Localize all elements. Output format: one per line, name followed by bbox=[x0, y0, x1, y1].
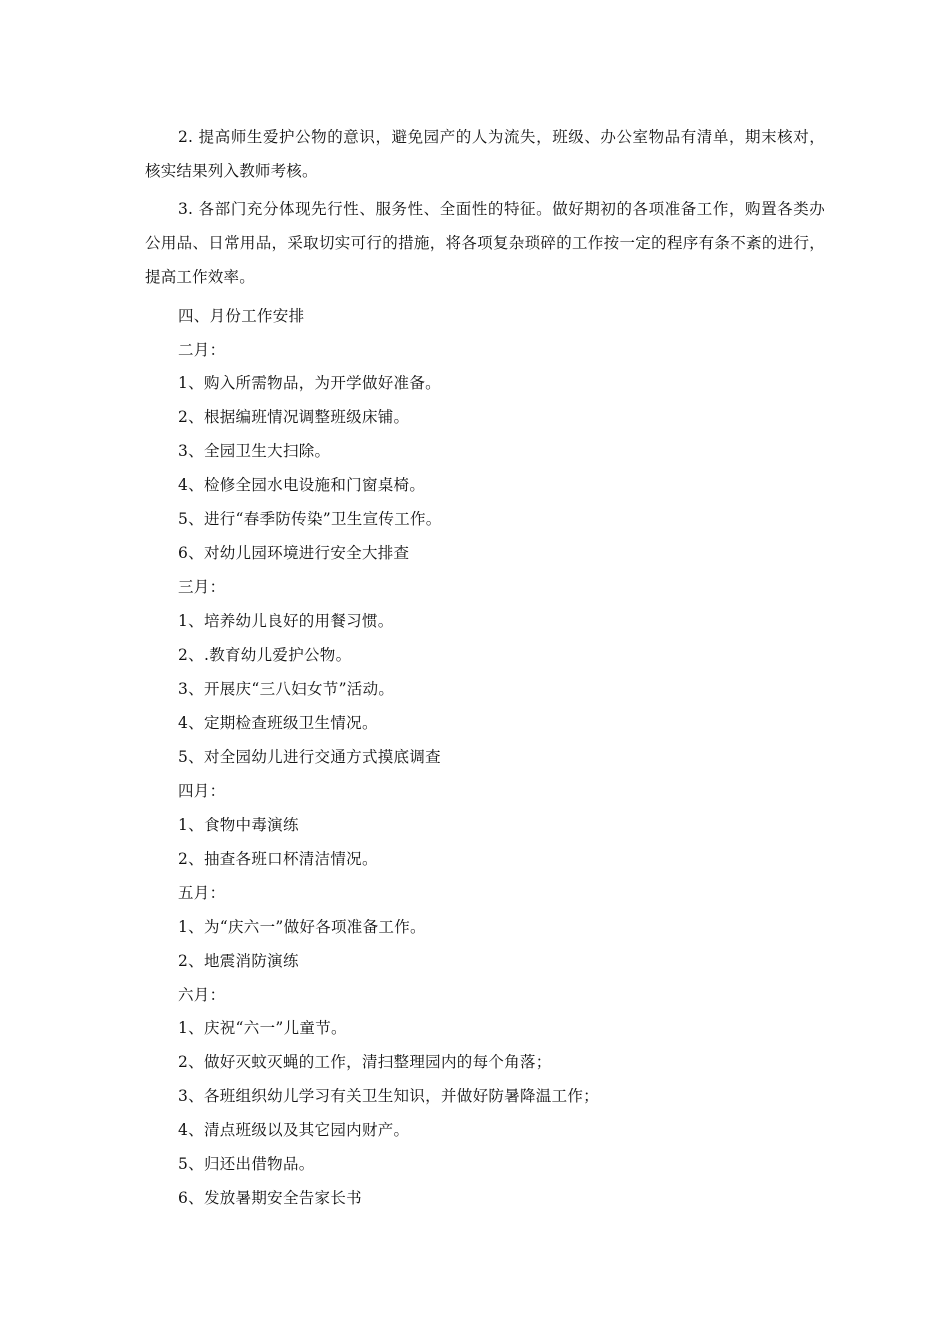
list-item: 2、地震消防演练 bbox=[178, 952, 299, 970]
list-item: 2、.教育幼儿爱护公物。 bbox=[178, 646, 352, 664]
list-item: 1、庆祝“六一”儿童节。 bbox=[178, 1019, 347, 1037]
list-item: 4、定期检查班级卫生情况。 bbox=[178, 714, 378, 732]
list-item: 1、购入所需物品，为开学做好准备。 bbox=[178, 374, 441, 392]
list-item: 5、归还出借物品。 bbox=[178, 1155, 315, 1173]
list-item: 1、食物中毒演练 bbox=[178, 816, 299, 834]
list-item: 4、清点班级以及其它园内财产。 bbox=[178, 1121, 410, 1139]
month-label-apr: 四月： bbox=[178, 782, 226, 800]
list-item: 3、全园卫生大扫除。 bbox=[178, 442, 331, 460]
list-item: 3、开展庆“三八妇女节”活动。 bbox=[178, 680, 395, 698]
list-item: 1、为“庆六一”做好各项准备工作。 bbox=[178, 918, 426, 936]
month-label-may: 五月： bbox=[178, 884, 226, 902]
month-label-jun: 六月： bbox=[178, 986, 226, 1004]
list-item: 1、培养幼儿良好的用餐习惯。 bbox=[178, 612, 394, 630]
list-item: 5、进行“春季防传染”卫生宣传工作。 bbox=[178, 510, 442, 528]
paragraph-item-3: 3. 各部门充分体现先行性、服务性、全面性的特征。做好期初的各项准备工作，购置各类办公用品、日常用品，采取切实可行的措施，将各项复杂琐碎的工作按一定的程序有条不紊的进行，提高工作效率。 bbox=[145, 200, 825, 286]
section-title: 四、月份工作安排 bbox=[178, 307, 305, 325]
list-item: 6、发放暑期安全告家长书 bbox=[178, 1189, 362, 1207]
month-label-mar: 三月： bbox=[178, 578, 226, 596]
list-item: 4、检修全园水电设施和门窗桌椅。 bbox=[178, 476, 426, 494]
list-item: 6、对幼儿园环境进行安全大排查 bbox=[178, 544, 410, 562]
list-item: 2、做好灭蚊灭蝇的工作，清扫整理园内的每个角落； bbox=[178, 1053, 552, 1071]
list-item: 2、根据编班情况调整班级床铺。 bbox=[178, 408, 410, 426]
paragraph-item-2: 2. 提高师生爱护公物的意识，避免园产的人为流失，班级、办公室物品有清单，期末核对，核实结果列入教师考核。 bbox=[145, 128, 825, 180]
list-item: 3、各班组织幼儿学习有关卫生知识，并做好防暑降温工作； bbox=[178, 1087, 599, 1105]
list-item: 5、对全园幼儿进行交通方式摸底调查 bbox=[178, 748, 441, 766]
month-label-feb: 二月： bbox=[178, 341, 226, 359]
list-item: 2、抽查各班口杯清洁情况。 bbox=[178, 850, 378, 868]
